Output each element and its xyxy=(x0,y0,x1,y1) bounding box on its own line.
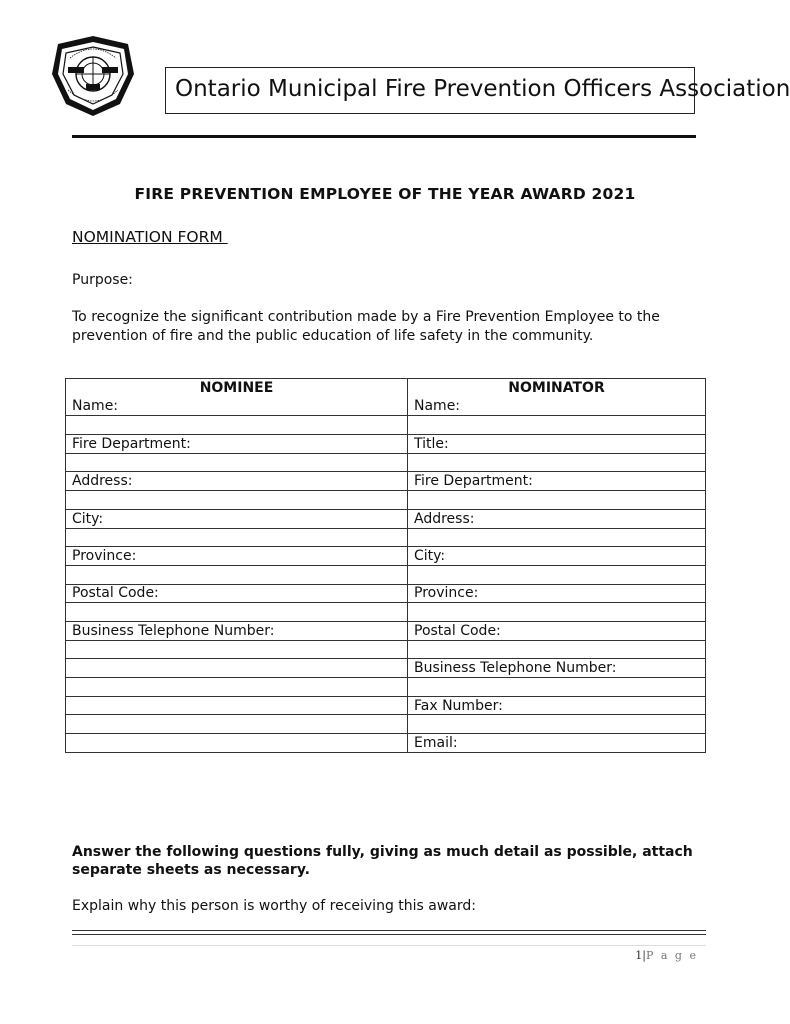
nominator-field[interactable] xyxy=(408,603,706,622)
page-separator: | xyxy=(642,949,646,962)
nominator-field[interactable] xyxy=(408,528,706,547)
table-row xyxy=(66,659,706,678)
nominator-field[interactable] xyxy=(408,678,706,697)
nominee-field[interactable] xyxy=(66,565,408,584)
table-row xyxy=(66,621,706,640)
table-row xyxy=(66,547,706,566)
nominee-field[interactable] xyxy=(66,491,408,510)
table-row xyxy=(66,397,706,416)
nominee-field[interactable]: Name: xyxy=(66,397,408,416)
nominator-field[interactable]: City: xyxy=(408,547,706,566)
nominator-field[interactable]: Fire Department: xyxy=(408,472,706,491)
nominee-field[interactable]: Business Telephone Number: xyxy=(66,621,408,640)
nominator-header: NOMINATOR xyxy=(408,379,706,398)
nominator-field[interactable] xyxy=(408,715,706,734)
nominator-field[interactable]: Address: xyxy=(408,509,706,528)
footer-divider xyxy=(72,945,706,946)
table-row xyxy=(66,491,706,510)
answer-line-double xyxy=(72,934,706,935)
org-name-box xyxy=(165,67,790,114)
page-number-value: 1 xyxy=(635,949,643,962)
answer-line[interactable] xyxy=(72,930,706,931)
nominee-field[interactable] xyxy=(66,528,408,547)
nominator-field[interactable] xyxy=(408,491,706,510)
nominee-field[interactable] xyxy=(66,734,408,753)
table-row xyxy=(66,640,706,659)
table-row xyxy=(66,509,706,528)
page-label: P a g e xyxy=(645,949,698,962)
purpose-text: To recognize the significant contribution made by a Fire Prevention Employee to the prevention of fire and the public education of life safety in the community. xyxy=(72,309,660,344)
purpose-label: Purpose: xyxy=(72,272,133,288)
table-row xyxy=(66,584,706,603)
nominee-field[interactable]: Address: xyxy=(66,472,408,491)
table-row xyxy=(66,734,706,753)
nominator-field[interactable]: Name: xyxy=(408,397,706,416)
table-row xyxy=(66,453,706,472)
nominator-field[interactable] xyxy=(408,640,706,659)
nominee-field[interactable] xyxy=(66,416,408,435)
table-row xyxy=(66,528,706,547)
nominee-field[interactable] xyxy=(66,715,408,734)
header-divider xyxy=(72,135,696,138)
table-row xyxy=(66,435,706,454)
nomination-table xyxy=(65,378,706,753)
nominee-field[interactable]: City: xyxy=(66,509,408,528)
ompfoa-logo-icon xyxy=(48,34,138,118)
nominee-field[interactable] xyxy=(66,678,408,697)
nomination-table-body xyxy=(66,397,706,752)
nominee-field[interactable] xyxy=(66,603,408,622)
nominee-field[interactable] xyxy=(66,640,408,659)
document-title: FIRE PREVENTION EMPLOYEE OF THE YEAR AWARD 2021 xyxy=(134,185,636,203)
table-row xyxy=(66,715,706,734)
nominee-field[interactable]: Postal Code: xyxy=(66,584,408,603)
table-row xyxy=(66,472,706,491)
instructions-text: Answer the following questions fully, giving as much detail as possible, attach separate sheets as necessary. xyxy=(72,844,693,878)
page-number xyxy=(635,949,698,962)
nominator-field[interactable] xyxy=(408,565,706,584)
nominator-field[interactable]: Fax Number: xyxy=(408,696,706,715)
nominator-field[interactable]: Email: xyxy=(408,734,706,753)
nominator-field[interactable]: Province: xyxy=(408,584,706,603)
nominator-field[interactable]: Business Telephone Number: xyxy=(408,659,706,678)
table-row xyxy=(66,696,706,715)
nominee-field[interactable] xyxy=(66,696,408,715)
table-row xyxy=(66,565,706,584)
nominee-field[interactable] xyxy=(66,659,408,678)
nominator-field[interactable]: Title: xyxy=(408,435,706,454)
org-name: Ontario Municipal Fire Prevention Officers Association xyxy=(175,76,790,102)
form-subtitle: NOMINATION FORM xyxy=(72,228,228,246)
nominator-field[interactable] xyxy=(408,453,706,472)
table-row xyxy=(66,416,706,435)
question-1: Explain why this person is worthy of receiving this award: xyxy=(72,898,477,914)
nominee-field[interactable]: Fire Department: xyxy=(66,435,408,454)
table-row xyxy=(66,678,706,697)
nominee-field[interactable]: Province: xyxy=(66,547,408,566)
nominee-field[interactable] xyxy=(66,453,408,472)
nominator-field[interactable]: Postal Code: xyxy=(408,621,706,640)
table-row xyxy=(66,603,706,622)
nominator-field[interactable] xyxy=(408,416,706,435)
nominee-header: NOMINEE xyxy=(66,379,408,398)
